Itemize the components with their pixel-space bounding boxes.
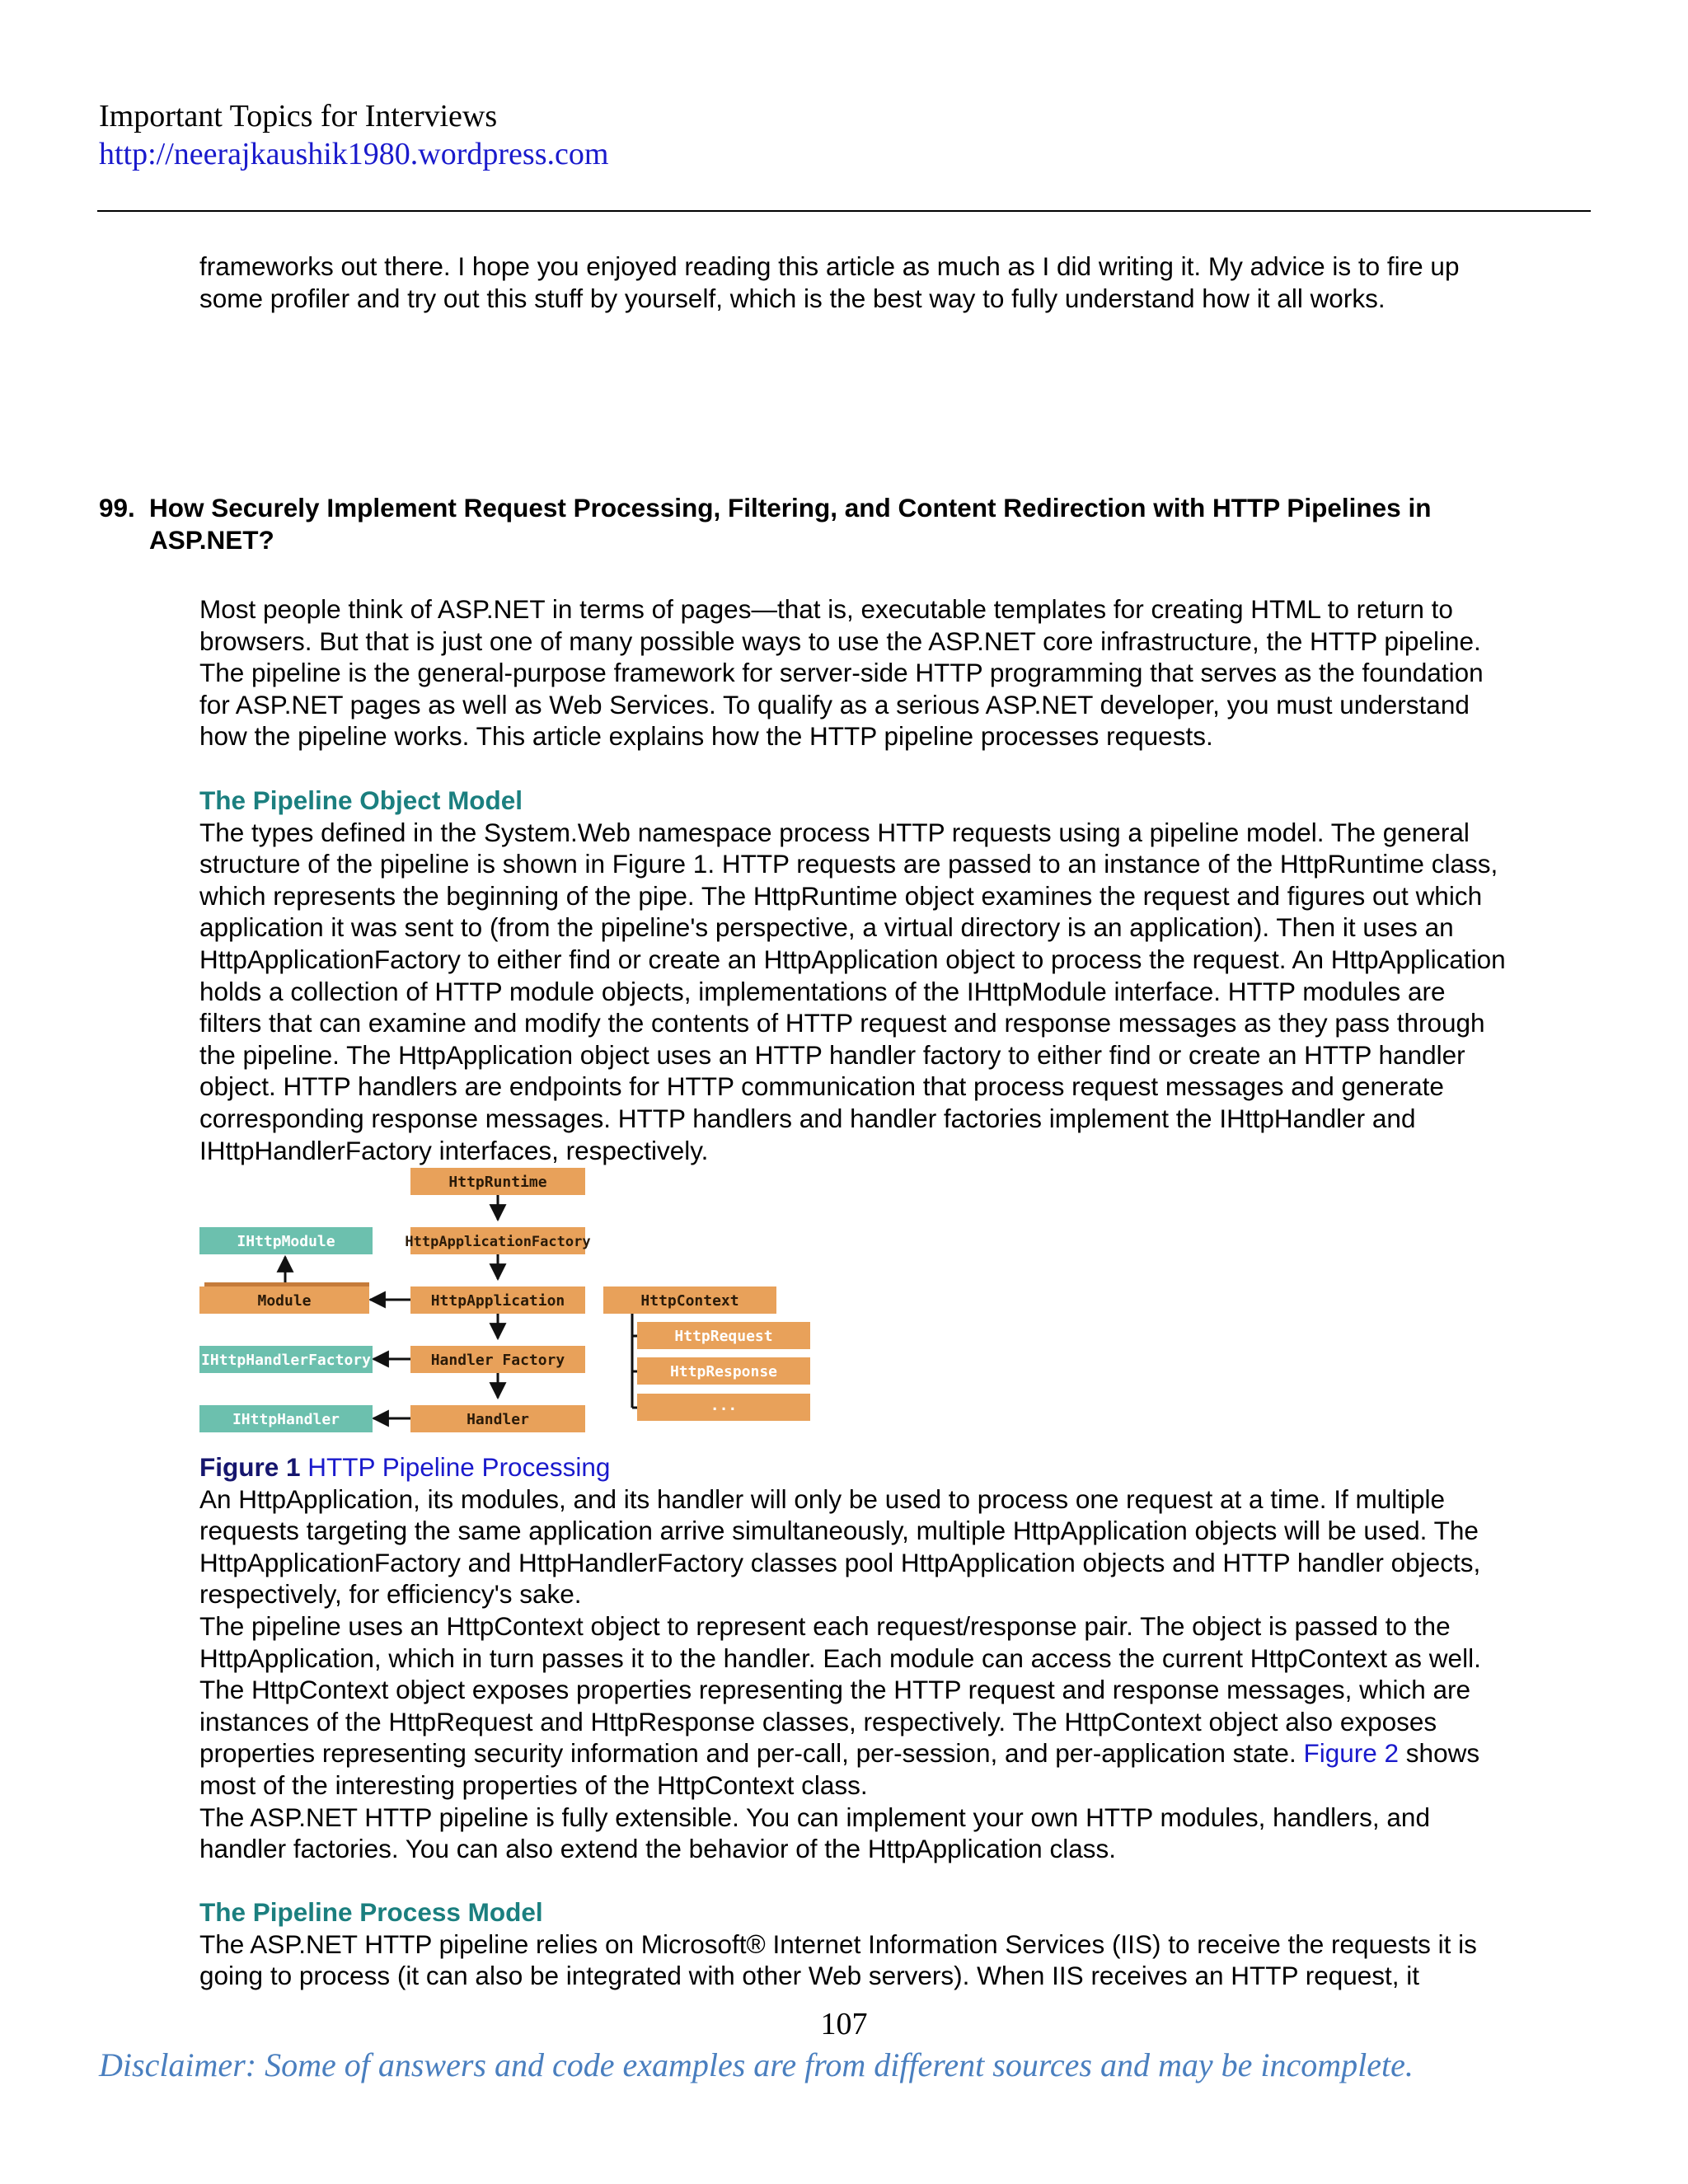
orange-box-handler	[410, 1405, 585, 1432]
text-line: Most people think of ASP.NET in terms of pages—that is, executable templates for creating HTML to return to	[199, 594, 1453, 624]
text-line: An HttpApplication, its modules, and its handler will only be used to process one request at a time. If multiple	[199, 1483, 1446, 1514]
text-line: The ASP.NET HTTP pipeline is fully extensible. You can implement your own HTTP modules, handlers, and	[199, 1802, 1430, 1832]
text-line-with-link	[199, 1737, 1592, 1769]
orange-box-httpapplication	[410, 1286, 585, 1314]
orange-box-httpresponse	[637, 1357, 810, 1385]
text-span: properties representing security information and per-call, per-session, and per-application state.	[199, 1738, 1296, 1769]
footer-disclaimer: Disclaimer: Some of answers and code examples are from different sources and may be incomplete.	[99, 2046, 1414, 2083]
section-process-model	[199, 1896, 1592, 1992]
orange-box-httpapplicationfactory	[405, 1227, 590, 1254]
teal-box-ihttphandlerfactory	[199, 1346, 373, 1373]
section-heading: The Pipeline Object Model	[199, 785, 523, 815]
text-line: frameworks out there. I hope you enjoyed reading this article as much as I did writing it. My advice is to fire up	[199, 251, 1460, 281]
teal-box-ihttpmodule	[199, 1227, 373, 1254]
text-line: The pipeline is the general-purpose framework for server-side HTTP programming that serves as the foundation	[199, 658, 1484, 688]
paragraph-1	[199, 593, 1592, 752]
figure-label: Figure 1	[199, 1452, 301, 1482]
orange-box-httpruntime	[410, 1168, 585, 1195]
httpapplicationfactory-label: HttpApplicationFactory	[405, 1234, 591, 1250]
text-line: filters that can examine and modify the contents of HTTP request and response messages as they pass through	[199, 1008, 1485, 1038]
page-header	[99, 97, 608, 173]
header-title: Important Topics for Interviews	[99, 99, 498, 134]
figure-2-link[interactable]: Figure 2	[1303, 1738, 1400, 1769]
text-line: corresponding response messages. HTTP handlers and handler factories implement the IHttpHandler and	[199, 1103, 1416, 1133]
text-line: application it was sent to (from the pipeline's perspective, a virtual directory is an application). Then it uses an	[199, 912, 1454, 943]
header-url-link[interactable]: http://neerajkaushik1980.wordpress.com	[99, 137, 609, 171]
ihttphandlerfactory-label: IHttpHandlerFactory	[201, 1352, 371, 1369]
text-line: most of the interesting properties of the HttpContext class.	[199, 1769, 868, 1800]
text-line: The HttpContext object exposes properties representing the HTTP request and response messages, which are	[199, 1675, 1470, 1705]
text-line: requests targeting the same application arrive simultaneously, multiple HttpApplication objects will be used. The	[199, 1516, 1479, 1546]
text-line: The types defined in the System.Web namespace process HTTP requests using a pipeline model. The general	[199, 817, 1470, 847]
handler-label: Handler	[467, 1411, 529, 1428]
text-line: HttpApplicationFactory and HttpHandlerFactory classes pool HttpApplication objects and HTTP handler objects,	[199, 1547, 1481, 1577]
handlerfactory-label: Handler Factory	[430, 1352, 565, 1369]
ihttphandler-label: IHttpHandler	[232, 1411, 340, 1428]
ihttpmodule-label: IHttpModule	[237, 1233, 335, 1250]
text-line: for ASP.NET pages as well as Web Services. To qualify as a serious ASP.NET developer, you must understand	[199, 689, 1470, 719]
section-heading: The Pipeline Process Model	[199, 1897, 543, 1927]
after-figure-text	[199, 1451, 1592, 1865]
figure-caption	[199, 1451, 1592, 1483]
page-number: 107	[820, 2007, 868, 2041]
text-line: browsers. But that is just one of many possible ways to use the ASP.NET core infrastructure, the HTTP pipeline.	[199, 626, 1481, 656]
text-span: shows	[1405, 1738, 1480, 1769]
more-label: ...	[710, 1397, 738, 1414]
text-line: some profiler and try out this stuff by yourself, which is the best way to fully understand how it all works.	[199, 283, 1386, 313]
text-line: IHttpHandlerFactory interfaces, respectively.	[199, 1135, 709, 1165]
question-line: How Securely Implement Request Processing, Filtering, and Content Redirection with HTTP Pipelines in	[149, 493, 1432, 523]
text-line: holds a collection of HTTP module objects, implementations of the IHttpModule interface. HTTP modules are	[199, 976, 1446, 1006]
text-line: which represents the beginning of the pipe. The HttpRuntime object examines the request and figures out which	[199, 880, 1483, 911]
text-line: HttpApplicationFactory to either find or create an HttpApplication object to process the request. An HttpApplication	[199, 944, 1506, 974]
httpcontext-label: HttpContext	[640, 1292, 739, 1310]
text-line: going to process (it can also be integrated with other Web servers). When IIS receives an HTTP request, it	[199, 1961, 1420, 1991]
text-line: The pipeline uses an HttpContext object to represent each request/response pair. The object is passed to the	[199, 1610, 1451, 1641]
module-label: Module	[257, 1292, 312, 1310]
text-line: respectively, for efficiency's sake.	[199, 1579, 582, 1610]
question-line: ASP.NET?	[149, 524, 274, 555]
orange-box-httpcontext	[603, 1286, 776, 1314]
header-divider	[97, 210, 1591, 212]
text-line: HttpApplication, which in turn passes it to the handler. Each module can access the current HttpContext as well.	[199, 1643, 1481, 1673]
httpresponse-label: HttpResponse	[669, 1363, 778, 1380]
text-line: The ASP.NET HTTP pipeline relies on Microsoft® Internet Information Services (IIS) to receive the requests it is	[199, 1929, 1477, 1959]
figure-title: HTTP Pipeline Processing	[307, 1452, 611, 1482]
question-number: 99.	[99, 493, 135, 523]
httprequest-label: HttpRequest	[674, 1328, 773, 1345]
text-line: handler factories. You can also extend the behavior of the HttpApplication class.	[199, 1834, 1116, 1864]
section-object-model	[199, 785, 1592, 1166]
intro-paragraph	[199, 251, 1592, 314]
orange-box-module	[199, 1282, 369, 1314]
text-line: the pipeline. The HttpApplication object uses an HTTP handler factory to either find or create an HTTP handler	[199, 1039, 1465, 1070]
text-line: structure of the pipeline is shown in Figure 1. HTTP requests are passed to an instance of the HttpRuntime class,	[199, 849, 1498, 879]
text-line: how the pipeline works. This article explains how the HTTP pipeline processes requests.	[199, 721, 1213, 752]
httpapplication-label: HttpApplication	[430, 1292, 565, 1310]
teal-box-ihttphandler	[199, 1405, 373, 1432]
orange-box-httprequest	[637, 1322, 810, 1349]
httpruntime-label: HttpRuntime	[448, 1174, 547, 1191]
question-title	[149, 492, 1550, 555]
http-pipeline-diagram	[198, 1165, 818, 1436]
text-line: instances of the HttpRequest and HttpResponse classes, respectively. The HttpContext object also exposes	[199, 1706, 1437, 1736]
text-line: object. HTTP handlers are endpoints for HTTP communication that process request messages and generate	[199, 1071, 1444, 1102]
orange-box-more	[637, 1394, 810, 1421]
orange-box-handlerfactory	[410, 1346, 585, 1373]
